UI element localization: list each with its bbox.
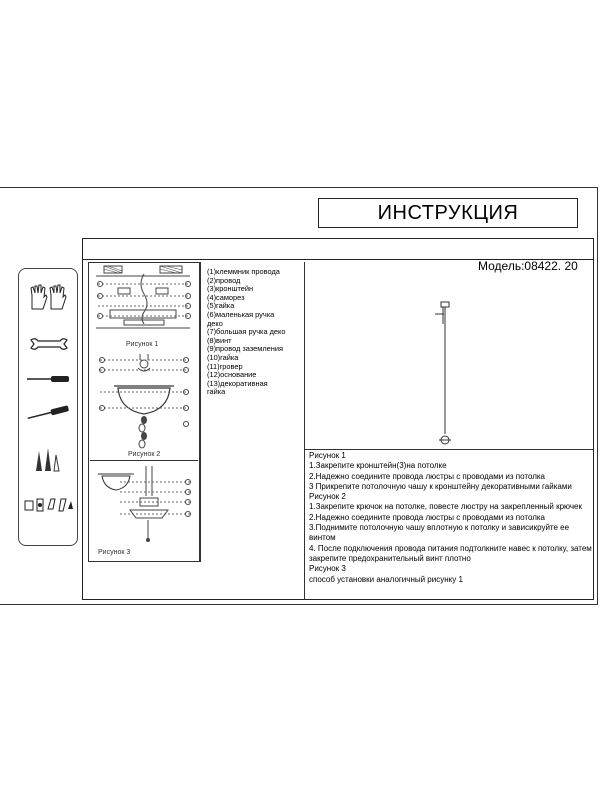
part-item: (1)клеммник провода [207,267,280,276]
figure-1 [90,264,198,352]
page-title [318,198,578,228]
instructions-text [309,451,594,585]
figure-1-drawing [90,264,198,352]
instruction-line: 4. После подключения провода питания подтолкните навес к потолку, затем закрепите предохранительный винт плотно [309,543,592,563]
part-item: (10)гайка [207,352,239,362]
instruction-line: 1.Закрепите крючок на потолке, повесте люстру на закрепленный крючек [309,502,582,512]
part-item: (12)основание [207,370,257,380]
part-item: (5)гайка [207,301,235,311]
part-item: (11)гровер [207,361,243,371]
figure-2-drawing [90,352,198,460]
figure-2 [90,352,198,461]
figure-2-caption: Рисунок 2 [128,451,161,458]
instruction-line: Рисунок 2 [309,492,346,502]
instruction-line: 2.Надежно соедините провода люстры с проводами из потолка [309,512,546,522]
instruction-line: Рисунок 1 [309,451,346,460]
small-parts-icon [23,495,75,517]
page-title-text: ИНСТРУКЦИЯ [377,201,519,224]
screwdriver-icon [25,405,73,421]
part-item: (8)винт [207,335,232,345]
divider [304,262,305,600]
pendant-lamp-drawing [430,300,460,450]
gloves-icon [29,283,69,311]
part-item: (7)большая ручка деко [207,327,286,337]
figure-3-caption: Рисунок 3 [98,549,131,556]
part-item: (2)провод [207,275,241,285]
part-item: (6)маленькая ручка [207,309,275,319]
instruction-line: 1.Закрепите кронштейн(3)на потолке [309,461,447,471]
part-item: деко [207,318,223,328]
instruction-line: 3.Поднимите потолочную чашу вплотную к потолку и зависикруйте ее винтом [309,523,570,543]
screwdriver-icon [25,373,73,385]
figure-3 [90,462,198,560]
header-band [82,238,594,260]
instruction-line: способ установки аналогичный рисунку 1 [309,574,463,584]
screws-icon [33,445,63,473]
instruction-line: 2.Надежно соедините провода люстры с проводами из потолка [309,471,546,481]
part-item: (3)кронштейн [207,284,254,294]
figure-1-caption: Рисунок 1 [126,341,159,348]
instruction-line: Рисунок 3 [309,564,346,574]
divider [200,262,201,562]
wrench-icon [29,337,69,351]
part-item: (9)провод заземления [207,344,283,354]
tools-panel [18,268,78,546]
figure-3-drawing [90,462,198,560]
part-item: (13)декоративная [207,378,268,388]
part-item: (4)саморез [207,292,245,302]
instruction-line: 3 Прикрепите потолочную чашу к кронштейну декоративными гайками [309,481,572,491]
part-item: гайка [207,387,226,397]
model-number: Модель:08422. 20 [478,259,578,273]
parts-list [207,268,285,397]
